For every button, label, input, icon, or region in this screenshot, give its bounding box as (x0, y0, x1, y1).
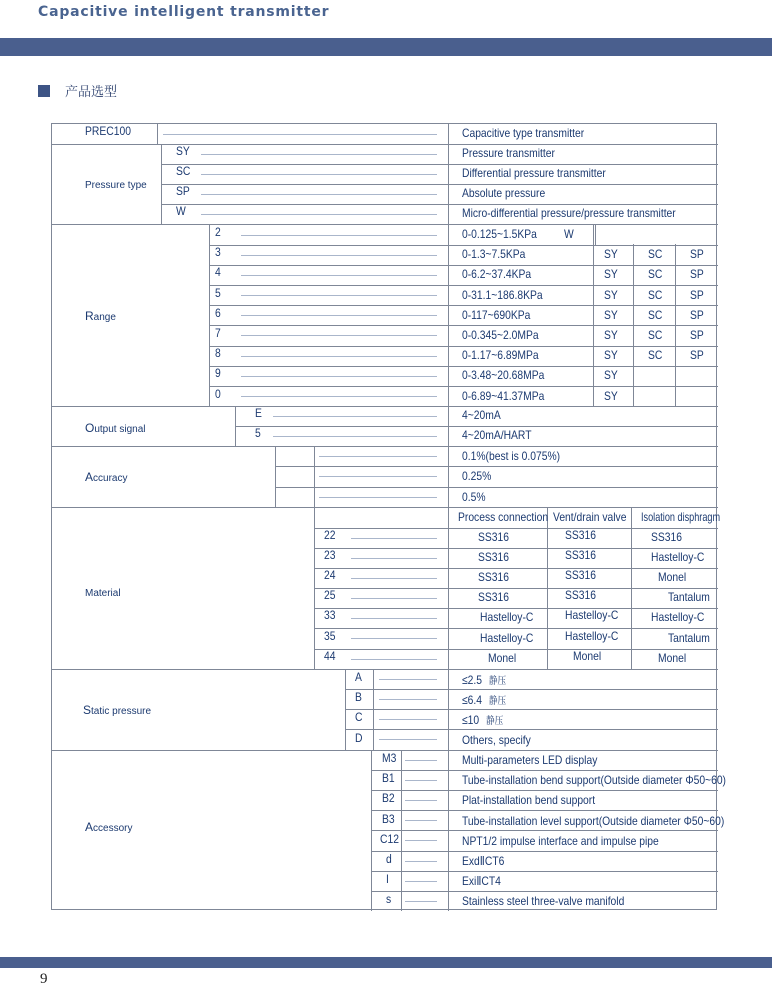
row-divider (52, 446, 718, 447)
leader-line (201, 154, 437, 155)
column-divider (314, 507, 315, 669)
range-compat-sc: SC (648, 247, 663, 262)
output-signal-label: Output signal (85, 421, 146, 435)
material-process-connection: Monel (488, 650, 517, 665)
leader-line (241, 376, 437, 377)
row-divider (161, 204, 718, 205)
leader-line (351, 538, 437, 539)
row-divider (314, 628, 718, 629)
column-divider (373, 669, 374, 750)
material-process-connection: SS316 (478, 570, 509, 585)
range-compat-sy: SY (604, 247, 618, 262)
column-divider (595, 225, 596, 245)
material-header-vent: Vent/drain valve (553, 510, 627, 524)
page-number: 9 (40, 971, 48, 987)
leader-line (351, 659, 437, 660)
material-vent-drain: SS316 (565, 548, 596, 563)
material-code: 35 (324, 630, 336, 643)
material-vent-drain: Hastelloy-C (565, 628, 619, 643)
range-description: 0-6.89~41.37MPa (462, 388, 545, 403)
row-divider (371, 871, 718, 872)
leader-line (405, 840, 437, 841)
leader-line (379, 719, 437, 720)
material-header-isolation: Isolation disphragm (641, 510, 721, 524)
range-code: 3 (215, 247, 221, 260)
pressure-type-code: SC (176, 166, 191, 178)
static-pressure-code: B (355, 692, 362, 705)
range-description: 0-3.48~20.68MPa (462, 368, 545, 383)
material-isolation: Tantalum (668, 630, 710, 645)
leader-line (405, 780, 437, 781)
column-divider (547, 507, 548, 669)
pressure-type-description: Differential pressure transmitter (462, 166, 606, 180)
static-pressure-label: Static pressure (83, 703, 152, 717)
column-divider (448, 124, 449, 911)
accuracy-label: Accuracy (85, 470, 128, 484)
static-pressure-description: Others, specify (462, 732, 531, 747)
accuracy-description: 0.5% (462, 489, 486, 504)
pressure-type-code: SY (176, 146, 190, 158)
leader-line (405, 760, 437, 761)
model-selection-table (51, 123, 727, 910)
accessory-code: d (386, 854, 392, 866)
material-vent-drain: Monel (573, 648, 602, 663)
pressure-type-code: W (176, 206, 186, 218)
range-description: 0-1.17~6.89MPa (462, 348, 539, 363)
material-isolation: Monel (658, 650, 687, 665)
row-divider (314, 568, 718, 569)
row-divider (209, 325, 718, 326)
material-process-connection: SS316 (478, 530, 509, 544)
row-divider (209, 245, 718, 246)
material-vent-drain: Hastelloy-C (565, 608, 619, 623)
material-code: 22 (324, 530, 336, 542)
material-isolation: Hastelloy-C (651, 610, 705, 625)
row-divider (371, 830, 718, 831)
range-code: 9 (215, 368, 221, 381)
static-pressure-suffix: 静压 (488, 696, 507, 708)
row-divider (345, 709, 718, 710)
material-code: 33 (324, 610, 336, 623)
range-code: 6 (215, 307, 221, 320)
leader-line (379, 679, 437, 680)
pressure-type-code: SP (176, 186, 190, 198)
footer-band (0, 957, 772, 968)
material-code: 44 (324, 650, 336, 663)
accessory-description: Tube-installation level support(Outside diameter Φ50~60) (462, 813, 725, 828)
output-signal-description: 4~20mA/HART (462, 428, 532, 442)
row-divider (52, 669, 718, 670)
row-divider (314, 608, 718, 609)
leader-line (241, 255, 437, 256)
accessory-description: ExiⅡCT4 (462, 874, 501, 889)
column-divider (371, 750, 372, 911)
accuracy-description: 0.1%(best is 0.075%) (462, 449, 561, 463)
output-signal-description: 4~20mA (462, 408, 501, 422)
accessory-code: M3 (382, 753, 397, 765)
static-pressure-code: A (355, 672, 362, 684)
range-compat-w: W (564, 227, 574, 241)
range-description: 0-0.345~2.0MPa (462, 328, 539, 342)
row-divider (345, 689, 718, 690)
row-divider (209, 386, 718, 387)
range-compat-sy: SY (604, 348, 618, 363)
section-title: 产品选型 (65, 85, 118, 100)
column-divider (631, 507, 632, 669)
static-pressure-code: D (355, 732, 363, 745)
range-compat-sc: SC (648, 307, 663, 322)
leader-line (379, 699, 437, 700)
material-isolation: SS316 (651, 530, 682, 544)
accuracy-description: 0.25% (462, 469, 492, 484)
leader-line (351, 558, 437, 559)
row-divider (209, 265, 718, 266)
material-code: 23 (324, 550, 336, 563)
static-pressure-code: C (355, 712, 363, 725)
column-divider (157, 124, 158, 144)
row-divider (52, 507, 718, 508)
range-code: 5 (215, 287, 221, 300)
range-compat-sy: SY (604, 267, 618, 282)
output-signal-code: E (255, 408, 262, 420)
accessory-description: NPT1/2 impulse interface and impulse pipe (462, 833, 659, 848)
model-description: Capacitive type transmitter (462, 126, 585, 140)
pressure-type-label: Pressure type (85, 180, 147, 191)
leader-line (405, 820, 437, 821)
row-divider (209, 346, 718, 347)
range-compat-sp: SP (690, 267, 704, 282)
material-vent-drain: SS316 (565, 568, 596, 583)
range-compat-sy: SY (604, 287, 618, 302)
range-compat-sy: SY (604, 368, 618, 383)
material-header-process: Process connection (458, 510, 549, 524)
pressure-type-description: Pressure transmitter (462, 146, 555, 160)
leader-line (241, 275, 437, 276)
material-code: 25 (324, 590, 336, 603)
leader-line (241, 396, 437, 397)
column-divider (675, 244, 676, 406)
leader-line (405, 800, 437, 801)
material-isolation: Monel (658, 570, 687, 585)
range-description: 0-6.2~37.4KPa (462, 267, 532, 282)
material-process-connection: SS316 (478, 550, 509, 565)
range-label: Range (85, 309, 116, 323)
range-compat-sc: SC (648, 287, 663, 302)
range-compat-sc: SC (648, 328, 663, 342)
static-pressure-description: ≤6.4 静压 (462, 693, 507, 708)
leader-line (319, 476, 437, 477)
range-description: 0-31.1~186.8KPa (462, 287, 543, 302)
row-divider (161, 184, 718, 185)
leader-line (241, 335, 437, 336)
output-signal-code: 5 (255, 428, 261, 440)
row-divider (314, 548, 718, 549)
static-pressure-suffix: 静压 (488, 676, 507, 687)
column-divider (161, 144, 162, 224)
column-divider (593, 224, 594, 406)
leader-line (379, 739, 437, 740)
accessory-code: B3 (382, 813, 395, 826)
leader-line (201, 214, 437, 215)
accessory-code: I (386, 874, 389, 887)
leader-line (273, 436, 437, 437)
material-vent-drain: SS316 (565, 588, 596, 603)
range-code: 2 (215, 227, 221, 239)
range-compat-sp: SP (690, 328, 704, 342)
row-divider (371, 891, 718, 892)
leader-line (405, 881, 437, 882)
leader-line (351, 638, 437, 639)
section-marker (38, 85, 50, 97)
row-divider (52, 144, 718, 145)
leader-line (405, 901, 437, 902)
row-divider (275, 487, 718, 488)
accessory-description: ExdⅡCT6 (462, 854, 505, 868)
range-compat-sy: SY (604, 307, 618, 322)
column-divider (345, 669, 346, 750)
leader-line (405, 861, 437, 862)
row-divider (209, 285, 718, 286)
leader-line (319, 497, 437, 498)
range-compat-sc: SC (648, 348, 663, 363)
leader-line (319, 456, 437, 457)
row-divider (52, 750, 718, 751)
accessory-code: C12 (380, 833, 399, 846)
column-divider (275, 446, 276, 507)
range-compat-sy: SY (604, 328, 618, 342)
header-band (0, 38, 772, 56)
material-process-connection: SS316 (478, 590, 509, 605)
row-divider (371, 790, 718, 791)
material-process-connection: Hastelloy-C (480, 630, 534, 645)
range-compat-sp: SP (690, 348, 704, 363)
range-compat-sy: SY (604, 388, 618, 403)
column-divider (209, 224, 210, 406)
material-code: 24 (324, 570, 336, 583)
range-code: 4 (215, 267, 221, 280)
row-divider (235, 426, 718, 427)
range-compat-sc: SC (648, 267, 663, 282)
column-divider (235, 406, 236, 446)
leader-line (273, 416, 437, 417)
pressure-type-description: Absolute pressure (462, 186, 546, 200)
range-description: 0-0.125~1.5KPa (462, 227, 537, 241)
leader-line (351, 578, 437, 579)
column-divider (314, 446, 315, 507)
range-description: 0-1.3~7.5KPa (462, 247, 526, 262)
accessory-description: Stainless steel three-valve manifold (462, 894, 625, 909)
row-divider (314, 528, 718, 529)
material-isolation: Tantalum (668, 590, 710, 605)
row-divider (209, 366, 718, 367)
leader-line (351, 598, 437, 599)
accessory-description: Multi-parameters LED display (462, 753, 598, 767)
section-heading (38, 81, 117, 100)
range-compat-sp: SP (690, 287, 704, 302)
leader-line (241, 315, 437, 316)
model-code: PREC100 (85, 126, 132, 138)
range-compat-sp: SP (690, 247, 704, 262)
document-title: Capacitive intelligent transmitter (38, 4, 330, 20)
row-divider (371, 810, 718, 811)
range-code: 0 (215, 388, 221, 401)
row-divider (314, 588, 718, 589)
row-divider (371, 851, 718, 852)
accessory-description: Plat-installation bend support (462, 793, 596, 808)
accessory-code: s (386, 894, 392, 907)
accessory-label: Accessory (85, 820, 133, 834)
static-pressure-description: ≤2.5 静压 (462, 673, 507, 687)
leader-line (351, 618, 437, 619)
leader-line (241, 235, 437, 236)
column-divider (401, 750, 402, 911)
accessory-description: Tube-installation bend support(Outside diameter Φ50~60) (462, 773, 727, 788)
range-compat-sp: SP (690, 307, 704, 322)
row-divider (161, 164, 718, 165)
accessory-code: B2 (382, 793, 395, 806)
row-divider (209, 305, 718, 306)
accessory-code: B1 (382, 773, 395, 786)
material-isolation: Hastelloy-C (651, 550, 705, 565)
material-label: Material (85, 588, 121, 599)
row-divider (371, 770, 718, 771)
row-divider (52, 406, 718, 407)
leader-line (241, 295, 437, 296)
pressure-type-description: Micro-differential pressure/pressure transmitter (462, 206, 676, 220)
row-divider (275, 466, 718, 467)
row-divider (345, 729, 718, 730)
material-vent-drain: SS316 (565, 528, 596, 542)
row-divider (52, 224, 718, 225)
range-code: 8 (215, 348, 221, 361)
column-divider (633, 244, 634, 406)
static-pressure-suffix: 静压 (486, 716, 504, 728)
leader-line (163, 134, 437, 135)
leader-line (201, 194, 437, 195)
range-code: 7 (215, 328, 221, 340)
leader-line (241, 356, 437, 357)
material-process-connection: Hastelloy-C (480, 610, 534, 625)
range-description: 0-117~690KPa (462, 307, 531, 322)
static-pressure-description: ≤10 静压 (462, 713, 504, 728)
leader-line (201, 174, 437, 175)
